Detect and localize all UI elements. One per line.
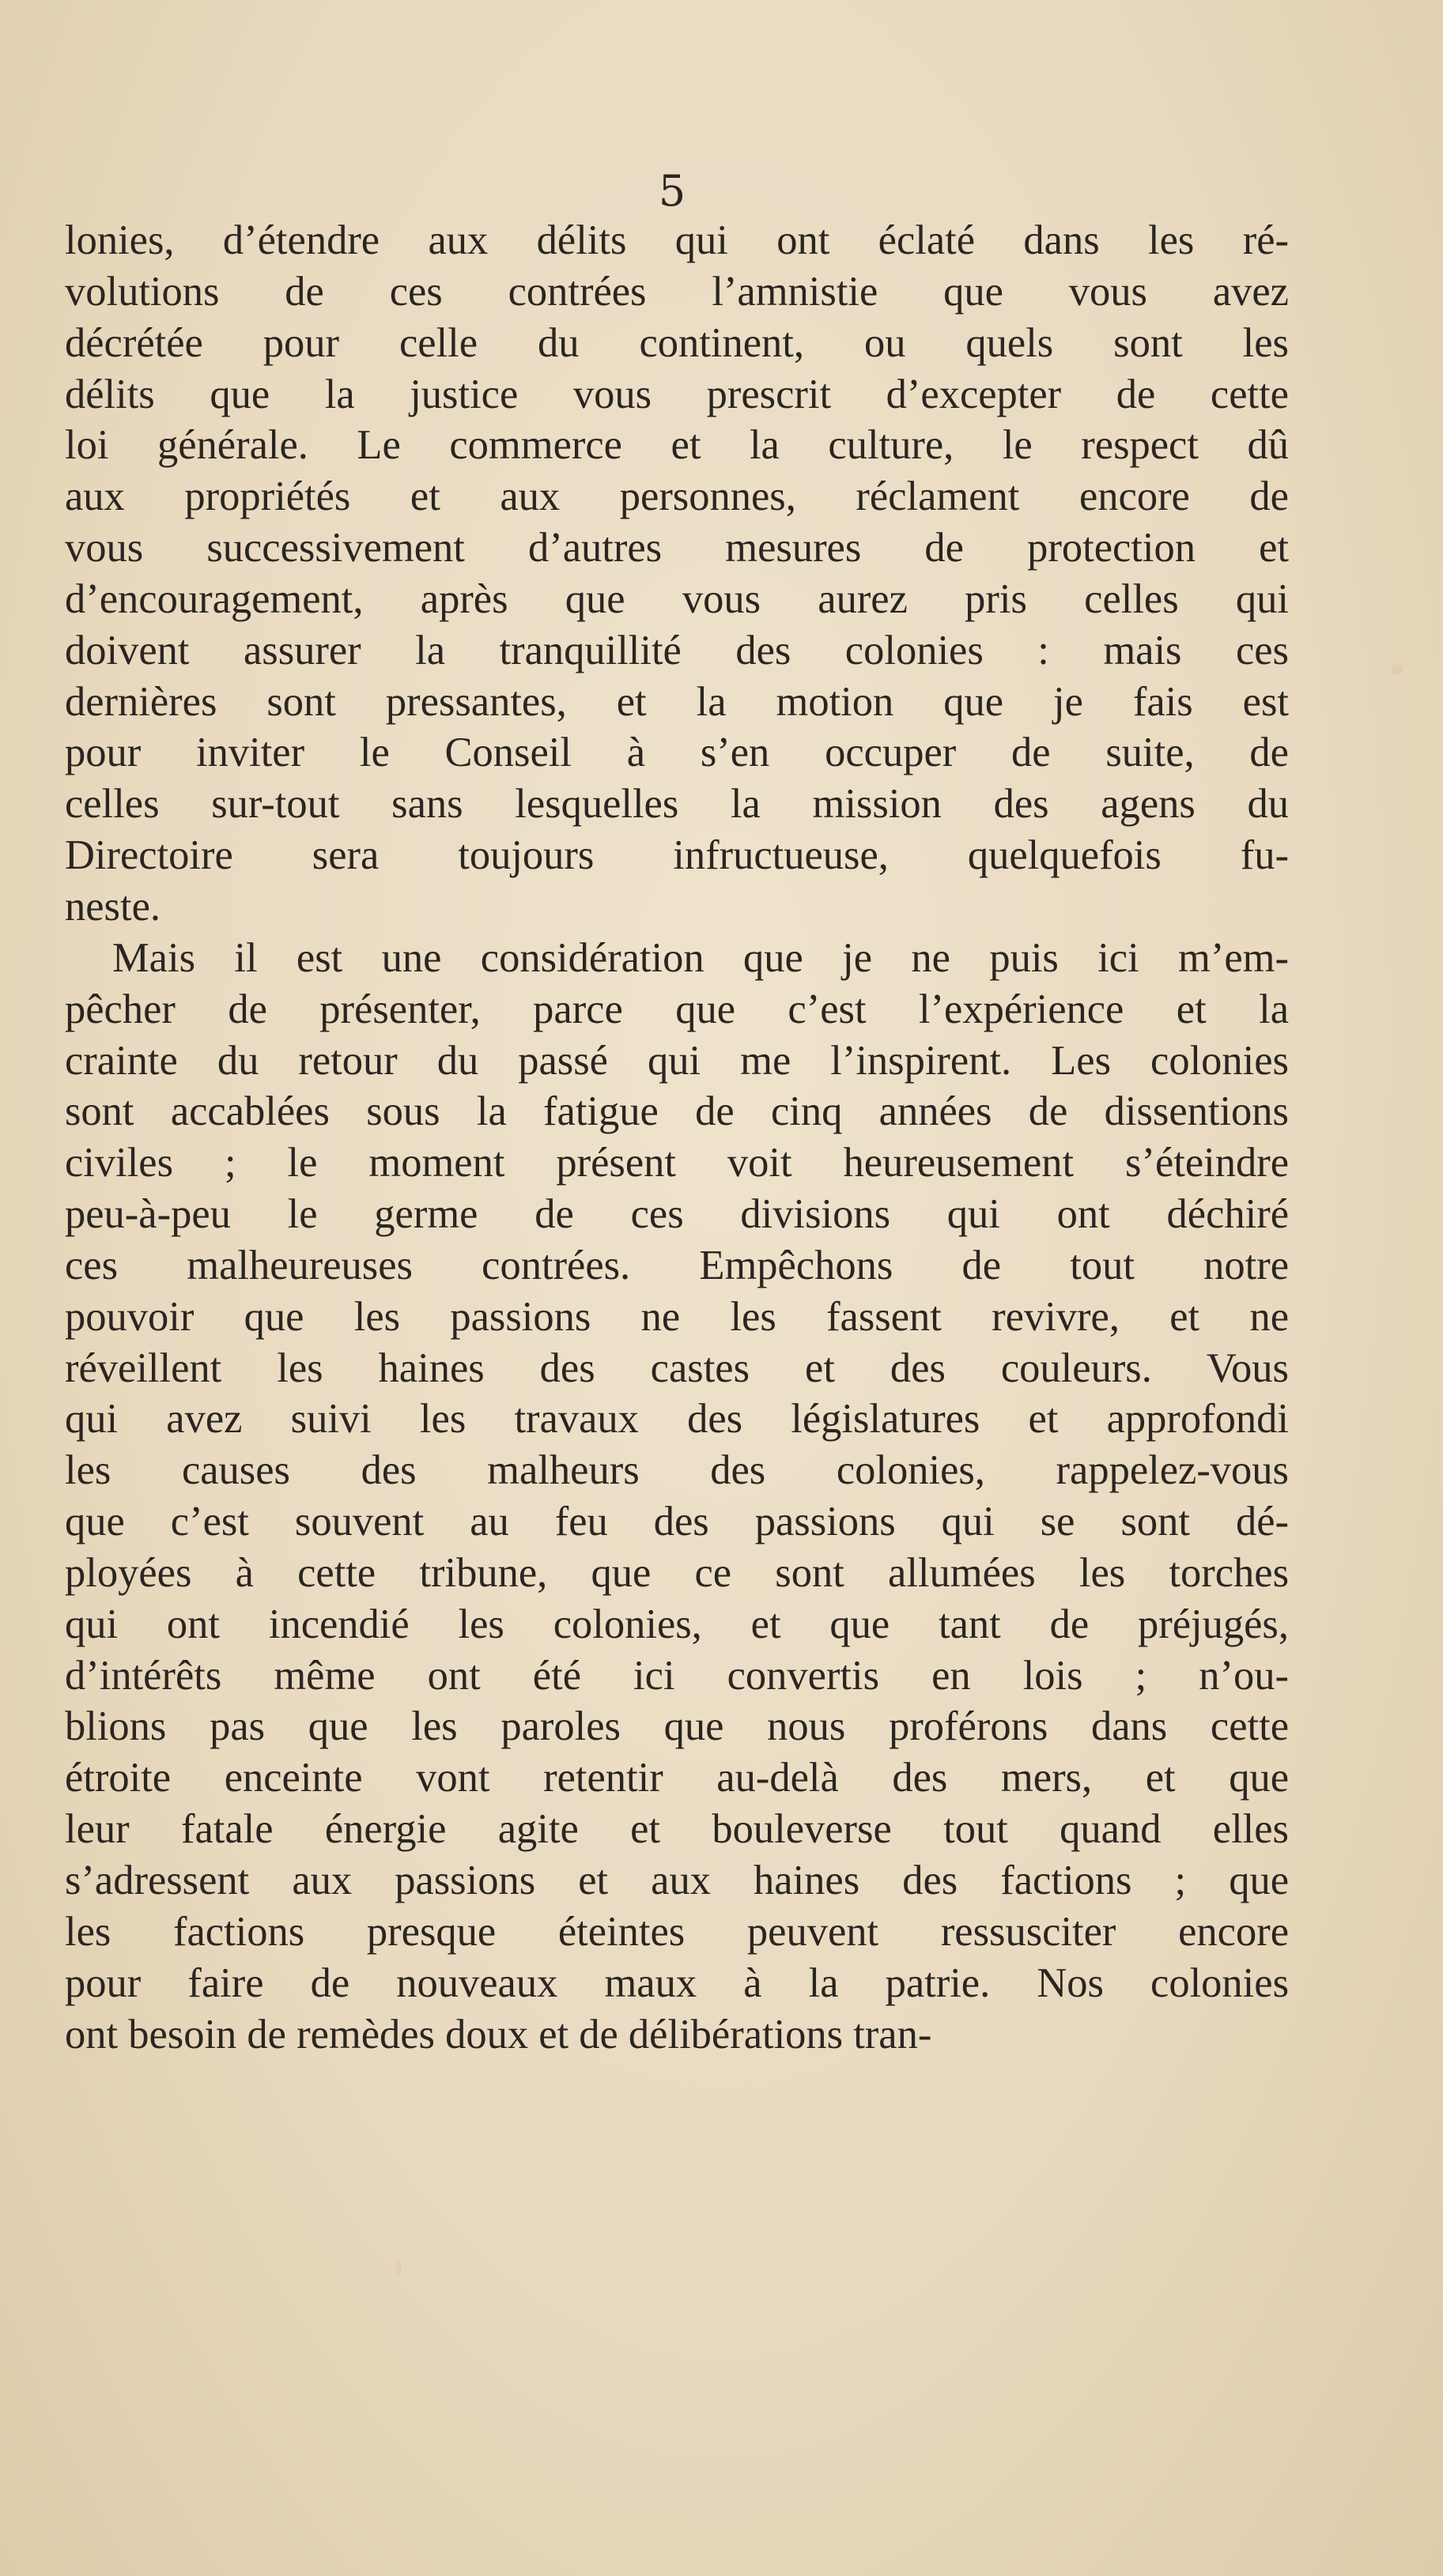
text-line: volutions de ces contrées l’amnistie que vous avez — [65, 268, 1289, 315]
text-line: loi générale. Le commerce et la culture, le respect dû — [65, 422, 1289, 469]
text-line: Directoire sera toujours infructueuse, quelquefois fu- — [65, 832, 1289, 879]
text-line: ont besoin de remèdes doux et de délibérations tran- — [65, 2011, 932, 2057]
text-line: ces malheureuses contrées. Empêchons de tout notre — [65, 1242, 1289, 1288]
text-line: dernières sont pressantes, et la motion que je fais est — [65, 678, 1289, 725]
text-line: qui ont incendié les colonies, et que tant de préjugés, — [65, 1601, 1289, 1647]
text-line: ployées à cette tribune, que ce sont allumées les torches — [65, 1549, 1289, 1596]
text-line: pêcher de présenter, parce que c’est l’expérience et la — [65, 986, 1289, 1032]
text-line: qui avez suivi les travaux des législatures et approfondi — [65, 1396, 1289, 1443]
paper-stain — [1392, 664, 1403, 675]
text-line: décrétée pour celle du continent, ou quels sont les — [65, 319, 1289, 366]
text-line: leur fatale énergie agite et bouleverse tout quand elles — [65, 1806, 1289, 1853]
text-line: neste. — [65, 883, 161, 930]
text-line: peu-à-peu le germe de ces divisions qui ont déchiré — [65, 1191, 1289, 1238]
text-line: d’intérêts même ont été ici convertis en lois ; n’ou- — [65, 1652, 1289, 1699]
text-line: réveillent les haines des castes et des couleurs. Vous — [65, 1345, 1289, 1391]
text-line: sont accablées sous la fatigue de cinq années de dissentions — [65, 1088, 1289, 1135]
text-line: les factions presque éteintes peuvent ressusciter encore — [65, 1908, 1289, 1955]
text-line: s’adressent aux passions et aux haines des factions ; que — [65, 1858, 1289, 1903]
page-number: 5 — [658, 166, 686, 216]
text-line: blions pas que les paroles que nous proférons dans cette — [65, 1703, 1289, 1750]
text-line: pour inviter le Conseil à s’en occuper de suite, de — [65, 730, 1289, 776]
text-line: doivent assurer la tranquillité des colonies : mais ces — [65, 627, 1289, 673]
paragraph — [65, 215, 1289, 933]
text-line: vous successivement d’autres mesures de protection et — [65, 525, 1289, 571]
text-line: les causes des malheurs des colonies, rappelez-vous — [65, 1447, 1289, 1494]
text-line: aux propriétés et aux personnes, réclament encore de — [65, 473, 1289, 520]
text-line: lonies, d’étendre aux délits qui ont éclaté dans les ré- — [65, 217, 1289, 263]
body-text — [65, 215, 1289, 2060]
text-line: pouvoir que les passions ne les fassent revivre, et ne — [65, 1293, 1289, 1340]
text-line: étroite enceinte vont retentir au-delà des mers, et que — [65, 1755, 1289, 1801]
text-line: que c’est souvent au feu des passions qui se sont dé- — [65, 1499, 1289, 1545]
text-line: celles sur-tout sans lesquelles la mission des agens du — [65, 781, 1289, 828]
text-line: crainte du retour du passé qui me l’inspirent. Les colonies — [65, 1037, 1289, 1084]
paper-stain — [395, 2261, 402, 2276]
text-line: d’encouragement, après que vous aurez pris celles qui — [65, 575, 1289, 622]
text-line: délits que la justice vous prescrit d’excepter de cette — [65, 371, 1289, 417]
text-line: civiles ; le moment présent voit heureusement s’éteindre — [65, 1140, 1289, 1186]
text-line: Mais il est une considération que je ne puis ici m’em- — [112, 934, 1289, 981]
text-line: pour faire de nouveaux maux à la patrie. Nos colonies — [65, 1959, 1289, 2006]
paragraph — [65, 933, 1289, 2061]
